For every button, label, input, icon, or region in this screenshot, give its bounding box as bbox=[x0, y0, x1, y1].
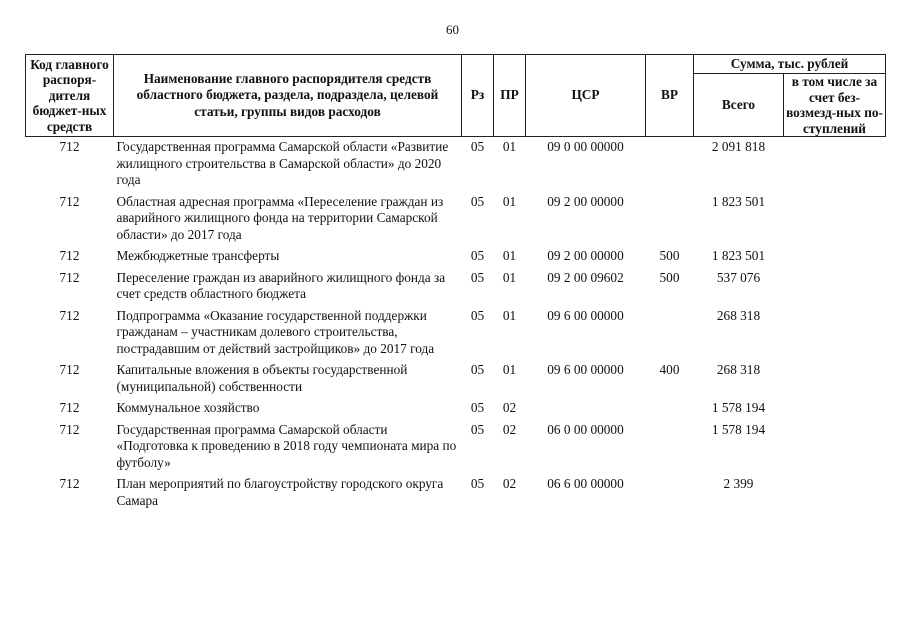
cell-total: 1 578 194 bbox=[711, 421, 766, 437]
header-name: Наименование главного распорядителя средств областного бюджета, раздела, подраздела, целевой статьи, группы видов расходов bbox=[114, 55, 462, 137]
cell-csr bbox=[526, 398, 646, 420]
cell-incl bbox=[784, 474, 886, 512]
cell-name: Коммунальное хозяйство bbox=[116, 400, 260, 415]
table-header bbox=[26, 55, 886, 137]
cell-vr bbox=[646, 474, 694, 512]
cell-total: 2 399 bbox=[723, 476, 754, 491]
header-csr: ЦСР bbox=[526, 55, 646, 137]
cell-incl bbox=[784, 246, 886, 268]
cell-incl bbox=[784, 268, 886, 306]
header-vr: ВР bbox=[646, 55, 694, 137]
page-number: 60 bbox=[446, 22, 459, 37]
table-row bbox=[26, 137, 886, 192]
table-row bbox=[26, 306, 886, 361]
cell-vr: 500 bbox=[659, 269, 680, 285]
cell-csr: 09 0 00 00000 bbox=[547, 139, 624, 154]
cell-vr bbox=[646, 306, 694, 361]
cell-total: 1 823 501 bbox=[711, 193, 766, 209]
cell-rz: 05 bbox=[470, 139, 485, 154]
cell-rz: 05 bbox=[470, 307, 485, 323]
cell-name: Капитальные вложения в объекты государственной (муниципальной) собственности bbox=[116, 362, 408, 394]
cell-rz: 05 bbox=[470, 193, 485, 209]
table-row bbox=[26, 246, 886, 268]
cell-name: Государственная программа Самарской области «Развитие жилищного строительства в Самарской области» до 2020 года bbox=[116, 139, 449, 187]
cell-pr: 02 bbox=[502, 400, 517, 415]
cell-pr: 02 bbox=[502, 476, 517, 491]
cell-rz: 05 bbox=[470, 248, 485, 263]
cell-incl bbox=[784, 192, 886, 247]
cell-name: Государственная программа Самарской области «Подготовка к проведению в 2018 году чемпионата мира по футболу» bbox=[116, 421, 457, 470]
cell-code: 712 bbox=[59, 193, 80, 209]
cell-total: 1 823 501 bbox=[711, 248, 766, 263]
header-pr: ПР bbox=[494, 55, 526, 137]
cell-csr: 06 6 00 00000 bbox=[547, 476, 624, 491]
cell-rz: 05 bbox=[470, 400, 485, 415]
cell-csr: 09 2 00 00000 bbox=[547, 193, 624, 209]
table-row bbox=[26, 192, 886, 247]
header-sum: Сумма, тыс. рублей bbox=[694, 55, 886, 74]
table-body bbox=[26, 137, 886, 513]
table-row bbox=[26, 474, 886, 512]
header-incl: в том числе за счет без-возмезд-ных по-ступлений bbox=[784, 74, 886, 137]
cell-code: 712 bbox=[59, 476, 80, 491]
header-rz: Рз bbox=[462, 55, 494, 137]
cell-vr: 400 bbox=[659, 362, 680, 377]
cell-name: Областная адресная программа «Переселение граждан из аварийного жилищного фонда на территории Самарской области» до 2017 года bbox=[116, 193, 444, 242]
cell-incl bbox=[784, 137, 886, 192]
cell-total: 268 318 bbox=[716, 307, 761, 323]
cell-rz: 05 bbox=[470, 476, 485, 491]
table-row bbox=[26, 420, 886, 475]
cell-code: 712 bbox=[59, 248, 80, 263]
budget-table bbox=[25, 54, 886, 512]
cell-csr: 09 2 00 00000 bbox=[547, 248, 624, 263]
cell-vr bbox=[646, 398, 694, 420]
cell-code: 712 bbox=[59, 362, 80, 377]
header-code: Код главного распоря-дителя бюджет-ных средств bbox=[26, 55, 114, 137]
table-row bbox=[26, 398, 886, 420]
cell-incl bbox=[784, 398, 886, 420]
table-row bbox=[26, 268, 886, 306]
cell-rz: 05 bbox=[470, 269, 485, 285]
cell-code: 712 bbox=[59, 400, 80, 415]
cell-name: Межбюджетные трансферты bbox=[116, 248, 280, 263]
cell-pr: 01 bbox=[502, 139, 517, 154]
cell-csr: 09 6 00 00000 bbox=[547, 362, 624, 377]
cell-vr: 500 bbox=[659, 248, 680, 263]
cell-csr: 09 6 00 00000 bbox=[547, 307, 624, 323]
cell-pr: 01 bbox=[502, 193, 517, 209]
cell-vr bbox=[646, 192, 694, 247]
cell-total: 268 318 bbox=[716, 362, 761, 377]
cell-incl bbox=[784, 420, 886, 475]
cell-pr: 01 bbox=[502, 362, 517, 377]
cell-name: Переселение граждан из аварийного жилищного фонда за счет средств областного бюджета bbox=[116, 269, 446, 301]
cell-pr: 02 bbox=[502, 421, 517, 437]
cell-csr: 06 0 00 00000 bbox=[547, 421, 624, 437]
cell-pr: 01 bbox=[502, 248, 517, 263]
cell-csr: 09 2 00 09602 bbox=[547, 269, 624, 285]
header-total: Всего bbox=[694, 74, 784, 137]
cell-rz: 05 bbox=[470, 421, 485, 437]
cell-pr: 01 bbox=[502, 269, 517, 285]
cell-code: 712 bbox=[59, 139, 80, 154]
cell-name: План мероприятий по благоустройству городского округа Самара bbox=[116, 476, 444, 508]
cell-code: 712 bbox=[59, 307, 80, 323]
cell-code: 712 bbox=[59, 269, 80, 285]
cell-total: 1 578 194 bbox=[711, 400, 766, 415]
cell-vr bbox=[646, 137, 694, 192]
cell-incl bbox=[784, 360, 886, 398]
cell-incl bbox=[784, 306, 886, 361]
cell-pr: 01 bbox=[502, 307, 517, 323]
cell-rz: 05 bbox=[470, 362, 485, 377]
cell-name: Подпрограмма «Оказание государственной поддержки гражданам – участникам долевого строительства, пострадавшим от действий застройщиков» до 2017 года bbox=[116, 307, 435, 356]
cell-code: 712 bbox=[59, 421, 80, 437]
cell-vr bbox=[646, 420, 694, 475]
cell-total: 2 091 818 bbox=[711, 139, 766, 154]
table-row bbox=[26, 360, 886, 398]
cell-total: 537 076 bbox=[716, 269, 761, 285]
